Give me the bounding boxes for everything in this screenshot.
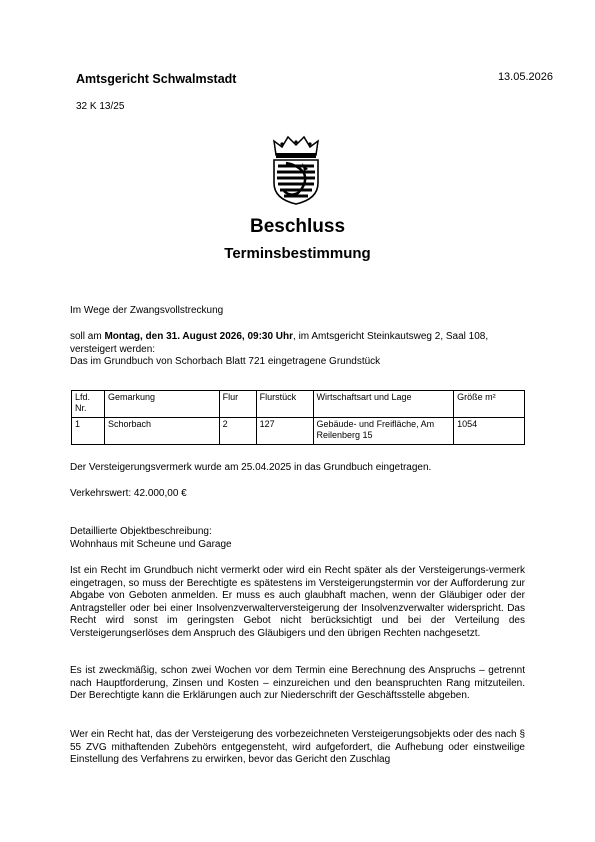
- hesse-coat-of-arms-icon: [268, 133, 324, 205]
- table-cell: Gebäude- und Freifläche, Am Reilenberg 15: [313, 418, 454, 445]
- table-cell: Schorbach: [104, 418, 219, 445]
- market-value: Verkehrswert: 42.000,00 €: [70, 488, 187, 499]
- document-date: 13.05.2026: [497, 71, 553, 83]
- intro-text: Im Wege der Zwangsvollstreckung: [70, 305, 224, 316]
- table-header-cell: Gemarkung: [104, 391, 219, 418]
- table-row: [72, 418, 525, 445]
- table-cell: 1: [72, 418, 105, 445]
- table-header-cell: Größe m²: [454, 391, 525, 418]
- object-description-text: Wohnhaus mit Scheune und Garage: [70, 538, 232, 550]
- table-cell: 2: [219, 418, 256, 445]
- auction-property-line: Das im Grundbuch von Schorbach Blatt 721 eingetragene Grundstück: [70, 356, 381, 367]
- table-header-cell: Lfd. Nr.: [72, 391, 105, 418]
- object-description-label: Detaillierte Objektbeschreibung:: [70, 526, 212, 537]
- court-name: Amtsgericht Schwalmstadt: [76, 72, 237, 86]
- auction-suffix: , im Amtsgericht Steinkautsweg 2, Saal 108, versteigert werden:: [70, 331, 489, 355]
- property-table: [71, 390, 525, 445]
- auction-text: [70, 331, 525, 369]
- auction-date: Montag, den 31. August 2026, 09:30 Uhr: [104, 331, 294, 342]
- table-header-row: [72, 391, 525, 418]
- document-subtitle: Terminsbestimmung: [224, 245, 371, 262]
- table-header-cell: Flur: [219, 391, 256, 418]
- table-cell: 127: [256, 418, 313, 445]
- paragraph: Wer ein Recht hat, das der Versteigerung des vorbezeichneten Versteigerungsobjekts oder des nach § 55 ZVG mithaftenden Zubehörs entgegensteht, wird aufgefordert, die Aufhebung oder einstweilige Einstellung des Verfahrens zu erwirken, bevor das Gericht den Zuschlag: [70, 729, 525, 765]
- document-title: Beschluss: [249, 216, 346, 237]
- table-cell: 1054: [454, 418, 525, 445]
- paragraph: Ist ein Recht im Grundbuch nicht vermerkt oder wird ein Recht später als der Versteigerungs-vermerk eingetragen, so muss der Berechtigte es spätestens im Versteigerungstermin vor der Aufforderung zur Abgabe von Geboten anmelden. Er muss es auch glaubhaft machen, wenn der Gläubiger oder der Antragsteller oder bei einer Insolvenzverwalterversteigerung der Insolvenzverwalter widerspricht. Das Recht wird sonst im geringsten Gebot nicht berücksichtigt und bei der Verteilung des Versteigerungserlöses dem Anspruch des Gläubigers und den übrigen Rechten nachgesetzt.: [70, 565, 525, 639]
- file-number: 32 K 13/25: [76, 101, 125, 112]
- table-header-cell: Wirtschaftsart und Lage: [313, 391, 454, 418]
- table-header-cell: Flurstück: [256, 391, 313, 418]
- object-description: [70, 526, 525, 551]
- registration-note: Der Versteigerungsvermerk wurde am 25.04.2025 in das Grundbuch eingetragen.: [70, 462, 432, 473]
- auction-prefix: soll am: [70, 331, 105, 342]
- paragraph: Es ist zweckmäßig, schon zwei Wochen vor dem Termin eine Berechnung des Anspruchs – getrennt nach Hauptforderung, Zinsen und Kosten – einzureichen und den beanspruchten Rang mitzuteilen. Der Berechtigte kann die Erklärungen auch zur Niederschrift der Geschäftsstelle abgeben.: [70, 665, 525, 701]
